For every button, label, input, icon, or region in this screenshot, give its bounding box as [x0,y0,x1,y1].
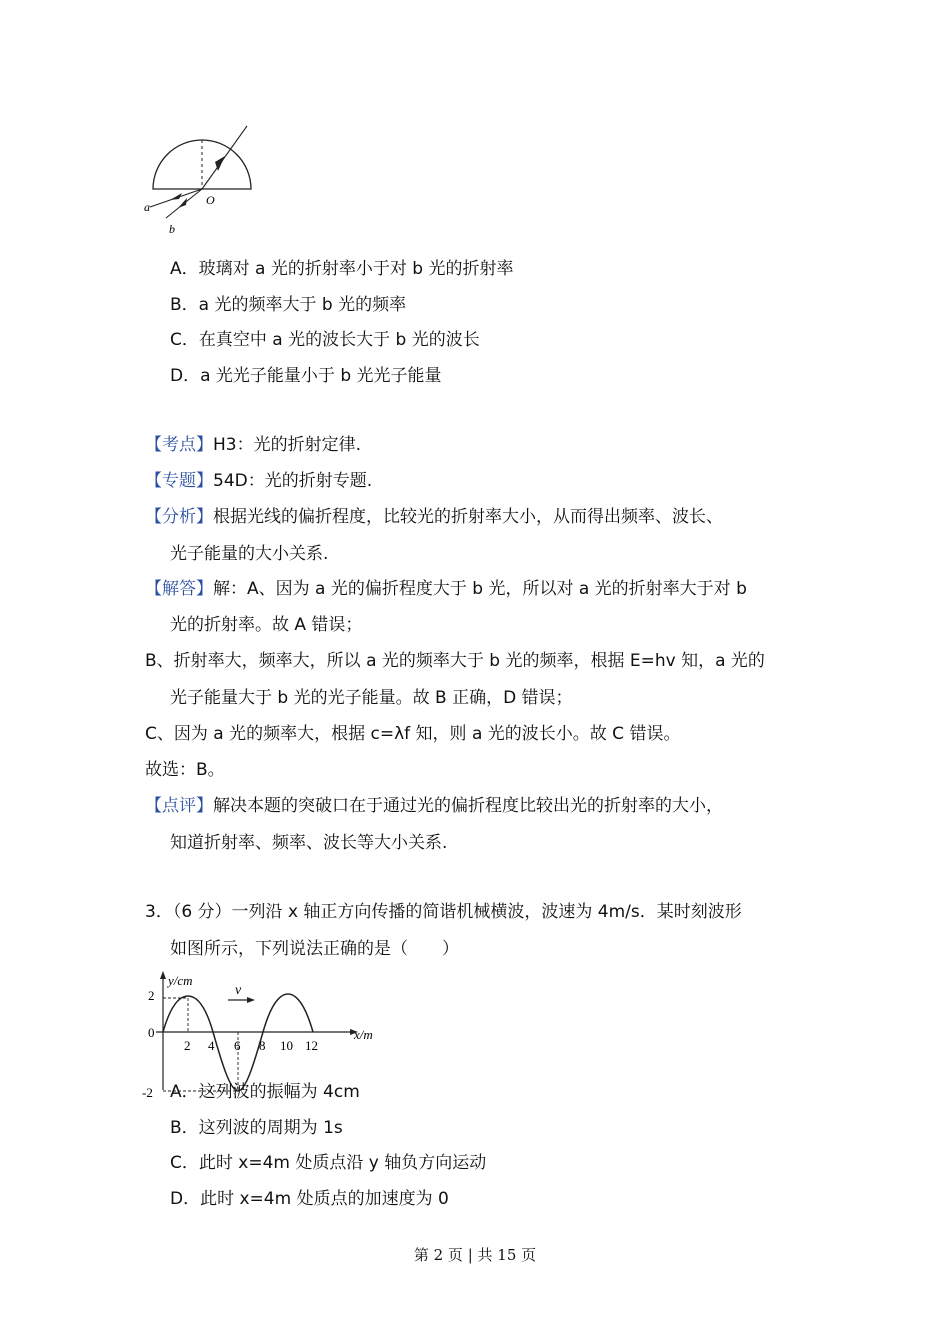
zhuanti-text: 54D：光的折射专题. [213,471,373,491]
q2-option-b: B．a 光的频率大于 b 光的频率 [170,295,407,315]
q2-option-a: A．玻璃对 a 光的折射率小于对 b 光的折射率 [170,259,514,279]
label-a: a [144,200,150,214]
q2-option-d: D．a 光光子能量小于 b 光光子能量 [170,366,442,386]
dianping-tag: 【点评】 [145,796,213,816]
velocity-label: v [235,983,242,998]
answer-line: 故选：B。 [145,760,225,780]
jieda-b-line-2: 光子能量大于 b 光的光子能量。故 B 正确，D 错误； [170,688,573,708]
jieda-text: 解：A、因为 a 光的偏折程度大于 b 光，所以对 a 光的折射率大于对 b [213,579,747,599]
y-axis-label: y/cm [168,973,193,988]
kaodian-text: H3：光的折射定律. [213,435,362,455]
q3-stem-line-2: 如图所示，下列说法正确的是（ ） [170,939,459,959]
jieda-line [145,578,747,600]
jieda-c-line: C、因为 a 光的频率大，根据 c=λf 知，则 a 光的波长小。故 C 错误。 [145,724,681,744]
page-footer: 第 2 页 | 共 15 页 [413,1246,537,1264]
zhuanti-tag: 【专题】 [145,471,213,491]
q3-option-c: C．此时 x=4m 处质点沿 y 轴负方向运动 [170,1153,487,1173]
dianping-line-2: 知道折射率、频率、波长等大小关系. [170,833,448,853]
label-o: O [206,193,215,207]
y-axis-arrow [160,971,166,979]
x-tick-2: 2 [184,1038,191,1053]
q2-option-c: C．在真空中 a 光的波长大于 b 光的波长 [170,330,480,350]
x-tick-10: 10 [280,1038,293,1053]
jieda-tag: 【解答】 [145,579,213,599]
kaodian-tag: 【考点】 [145,435,213,455]
q3-option-d: D．此时 x=4m 处质点的加速度为 0 [170,1189,449,1209]
y-tick-neg2: -2 [142,1085,153,1100]
velocity-arrow-head [247,997,255,1003]
dianping-line [145,795,723,817]
x-tick-12: 12 [305,1038,318,1053]
jieda-b-line-1: B、折射率大，频率大，所以 a 光的频率大于 b 光的频率，根据 E=hv 知，a 光的 [145,651,765,671]
x-tick-6: 6 [234,1038,241,1053]
q3-option-a: A．这列波的振幅为 4cm [170,1082,360,1102]
fenxi-line-2: 光子能量的大小关系. [170,544,329,564]
jieda-line-2: 光的折射率。故 A 错误； [170,615,363,635]
q3-stem-line-1: 3．（6 分）一列沿 x 轴正方向传播的简谐机械横波，波速为 4m/s．某时刻波形 [145,902,742,922]
ray-b-arrow [178,198,187,208]
fenxi-text: 根据光线的偏折程度，比较光的折射率大小，从而得出频率、波长、 [213,507,723,527]
q3-option-b: B．这列波的周期为 1s [170,1118,343,1138]
label-b: b [169,222,175,236]
x-axis-label: x/m [354,1027,373,1042]
zhuanti-line [145,470,372,492]
fenxi-tag: 【分析】 [145,507,213,527]
dianping-text: 解决本题的突破口在于通过光的偏折程度比较出光的折射率的大小， [213,796,723,816]
kaodian-line [145,434,361,456]
refraction-diagram [140,120,270,240]
y-tick-2: 2 [148,988,155,1003]
fenxi-line [145,506,723,528]
y-tick-0: 0 [148,1025,155,1040]
x-tick-8: 8 [259,1038,266,1053]
x-tick-4: 4 [208,1038,215,1053]
